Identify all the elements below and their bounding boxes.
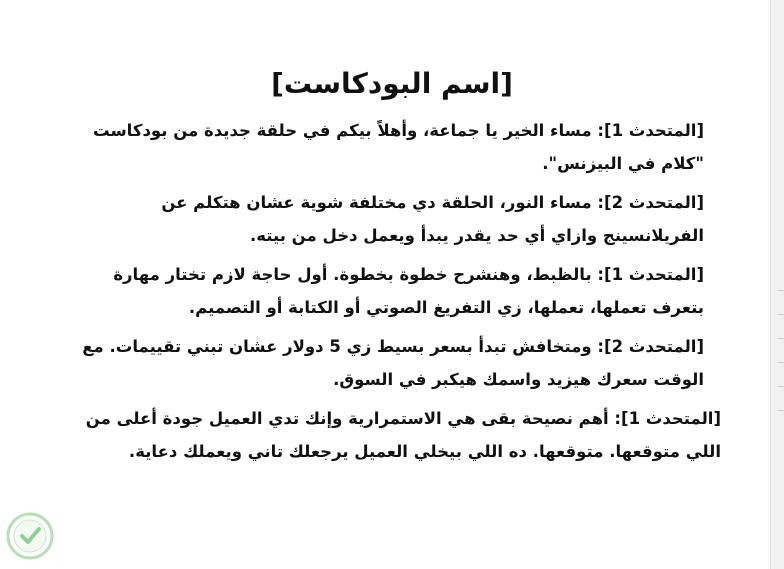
check-badge-icon bbox=[4, 510, 56, 562]
transcript-paragraph-5: [المتحدث 1]: أهم نصيحة بقى هي الاستمرارية وإنك تدي العميل جودة أعلى من اللي متوقعها. متوقعها. ده اللي بيخلي العميل يرجعلك تاني ويعملك دعاية. bbox=[85, 409, 721, 461]
vertical-scrollbar[interactable] bbox=[770, 0, 784, 569]
transcript-paragraph-4: [المتحدث 2]: ومتخافش تبدأ بسعر بسيط زي 5 دولار عشان تبني تقييمات. مع الوقت سعرك هيزيد واسمك هيكبر في السوق. bbox=[82, 337, 704, 389]
transcript-paragraph-2: [المتحدث 2]: مساء النور، الحلقة دي مختلفة شوية عشان هتكلم عن الفريلانسينج وازاي أي حد يقدر يبدأ ويعمل دخل من بيته. bbox=[161, 193, 704, 245]
podcast-title: [اسم البودكاست] bbox=[271, 67, 513, 100]
transcript-paragraph-1: [المتحدث 1]: مساء الخير يا جماعة، وأهلاً بيكم في حلقة جديدة من بودكاست "كلام في البيزنس". bbox=[92, 121, 704, 173]
scrollbar-track-marks bbox=[778, 290, 784, 420]
transcript-paragraph-3: [المتحدث 1]: بالظبط، وهنشرح خطوة بخطوة. أول حاجة لازم تختار مهارة بتعرف تعملها، تعملها، زي التفريغ الصوتي أو الكتابة أو التصميم. bbox=[113, 265, 704, 317]
transcript-document bbox=[80, 64, 721, 474]
